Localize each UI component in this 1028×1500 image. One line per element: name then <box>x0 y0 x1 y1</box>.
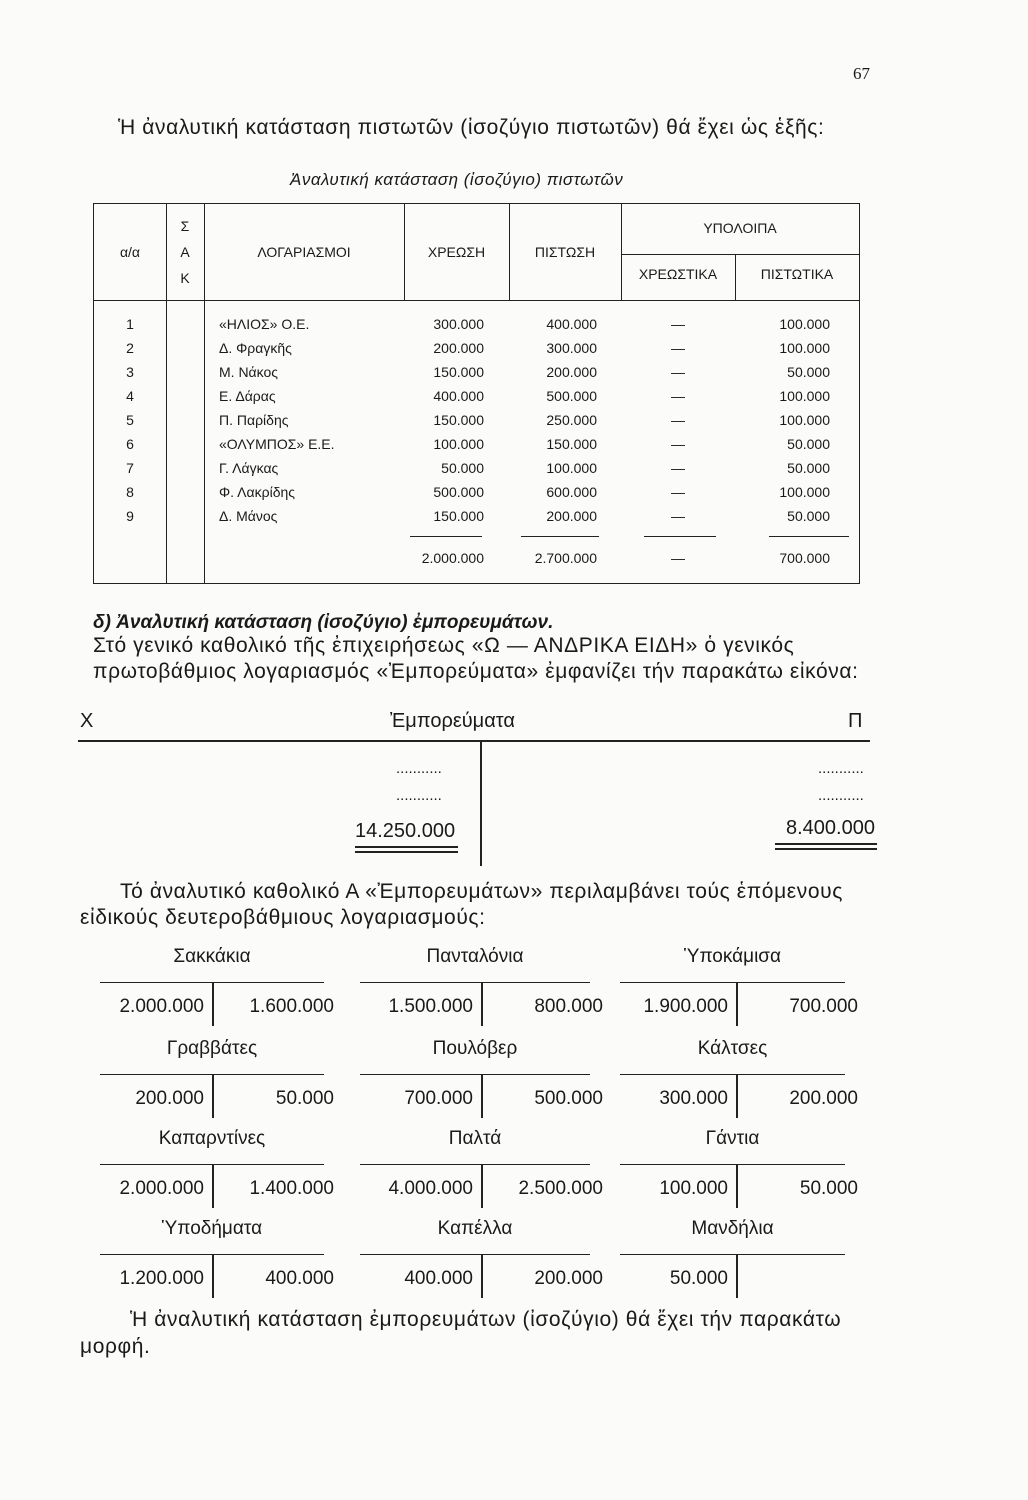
row-credit-balance: 50.000 <box>787 508 830 524</box>
row-debit: 200.000 <box>433 340 484 356</box>
row-number: 5 <box>126 412 134 428</box>
section-heading: δ) Ἀναλυτική κατάσταση (ἰσοζύγιο) ἐμπορευμάτων. <box>93 612 554 633</box>
account-debit: 4.000.000 <box>388 1178 473 1199</box>
account-divider <box>736 1164 738 1208</box>
account-divider <box>481 982 483 1026</box>
row-debit: 400.000 <box>433 388 484 404</box>
row-credit: 500.000 <box>546 388 597 404</box>
account-name: Ὑποκάμισα <box>684 946 781 967</box>
account-rule <box>620 982 845 983</box>
ledger-title: Ἐμπορεύματα <box>390 710 515 732</box>
account-credit: 500.000 <box>534 1088 603 1109</box>
row-credit: 100.000 <box>546 460 597 476</box>
row-number: 6 <box>126 436 134 452</box>
account-debit: 300.000 <box>659 1088 728 1109</box>
account-rule <box>360 982 590 983</box>
account-credit: 200.000 <box>534 1268 603 1289</box>
account-credit: 800.000 <box>534 996 603 1017</box>
account-debit: 200.000 <box>135 1088 204 1109</box>
total-credit-balance: 700.000 <box>779 550 830 566</box>
account-debit: 2.000.000 <box>119 996 204 1017</box>
account-credit: 50.000 <box>275 1088 334 1109</box>
row-number: 8 <box>126 484 134 500</box>
row-debit-balance: — <box>671 340 685 356</box>
account-name: Κάλτσες <box>697 1038 768 1059</box>
header-credit: ΠΙΣΤΩΣΗ <box>534 244 596 260</box>
row-number: 7 <box>126 460 134 476</box>
ledger-debit-dots-1: ........... <box>396 760 442 777</box>
row-credit-balance: 50.000 <box>787 364 830 380</box>
ledger-credit-total: 8.400.000 <box>786 817 875 839</box>
account-credit: 2.500.000 <box>518 1178 603 1199</box>
account-credit: 400.000 <box>265 1268 334 1289</box>
total-debit-balance: — <box>671 550 685 566</box>
paragraph-3-line-1: Ἡ ἀναλυτική κατάσταση ἐμπορευμάτων (ἰσοζύγιο) θά ἔχει τήν παρακάτω <box>130 1308 842 1331</box>
row-credit-balance: 50.000 <box>787 436 830 452</box>
page-number: 67 <box>853 64 870 83</box>
account-rule <box>360 1164 590 1165</box>
row-credit-balance: 100.000 <box>779 316 830 332</box>
account-name: Γραββάτες <box>166 1038 258 1059</box>
account-name: Γάντια <box>705 1128 760 1149</box>
row-number: 9 <box>126 508 134 524</box>
account-divider <box>481 1074 483 1118</box>
row-account: Φ. Λακρίδης <box>219 484 296 500</box>
row-credit-balance: 100.000 <box>779 388 830 404</box>
row-credit: 600.000 <box>546 484 597 500</box>
account-name: Παλτά <box>448 1128 502 1149</box>
row-account: «ΟΛΥΜΠΟΣ» Ε.Ε. <box>219 436 335 452</box>
header-accounts: ΛΟΓΑΡΙΑΣΜΟΙ <box>257 244 351 260</box>
ledger-debit-total: 14.250.000 <box>355 820 456 842</box>
row-number: 2 <box>126 340 134 356</box>
row-account: Ε. Δάρας <box>219 388 276 404</box>
account-name: Πανταλόνια <box>426 946 524 967</box>
account-credit: 50.000 <box>799 1178 858 1199</box>
ledger-left-label: Χ <box>80 710 94 732</box>
intro-text: Ἡ ἀναλυτική κατάσταση πιστωτῶν (ἰσοζύγιο πιστωτῶν) θά ἔχει ὡς ἑξῆς: <box>118 116 825 139</box>
header-aa: α/α <box>119 244 141 260</box>
row-debit-balance: — <box>671 460 685 476</box>
header-sak-1: Σ <box>180 218 190 234</box>
account-name: Πουλόβερ <box>432 1038 518 1059</box>
row-credit: 200.000 <box>546 508 597 524</box>
ledger-credit-dots-1: ........... <box>818 760 864 777</box>
row-debit-balance: — <box>671 412 685 428</box>
row-number: 1 <box>126 316 134 332</box>
account-rule <box>360 1254 590 1255</box>
ledger-divider <box>480 741 482 866</box>
table-title: Ἀναλυτική κατάσταση (ἰσοζύγιο) πιστωτῶν <box>290 170 624 189</box>
creditors-table <box>93 203 860 584</box>
paragraph-2-line-2: εἰδικούς δευτεροβάθμιους λογαριασμούς: <box>80 906 486 929</box>
row-debit: 500.000 <box>433 484 484 500</box>
account-debit: 2.000.000 <box>119 1178 204 1199</box>
header-credit-balance: ΠΙΣΤΩΤΙΚΑ <box>760 266 834 282</box>
row-credit: 250.000 <box>546 412 597 428</box>
header-sak-3: Κ <box>180 270 190 286</box>
account-name: Μανδήλια <box>691 1218 774 1239</box>
account-credit: 1.600.000 <box>249 996 334 1017</box>
row-debit-balance: — <box>671 484 685 500</box>
ledger-debit-dots-2: ........... <box>396 787 442 804</box>
row-number: 4 <box>126 388 134 404</box>
header-debit-balance: ΧΡΕΩΣΤΙΚΑ <box>638 266 718 282</box>
total-credit: 2.700.000 <box>534 550 597 566</box>
header-sak-2: Α <box>180 244 190 260</box>
account-divider <box>736 982 738 1026</box>
row-credit-balance: 50.000 <box>787 460 830 476</box>
account-debit: 1.900.000 <box>643 996 728 1017</box>
account-name: Καπαρντίνες <box>158 1128 266 1149</box>
header-debit: ΧΡΕΩΣΗ <box>427 244 486 260</box>
row-credit: 300.000 <box>546 340 597 356</box>
account-name: Καπέλλα <box>437 1218 513 1239</box>
row-debit-balance: — <box>671 508 685 524</box>
account-debit: 400.000 <box>404 1268 473 1289</box>
row-account: «ΗΛΙΟΣ» Ο.Ε. <box>219 316 310 332</box>
account-credit: 200.000 <box>789 1088 858 1109</box>
row-debit: 150.000 <box>433 412 484 428</box>
paragraph-2-line-1: Τό ἀναλυτικό καθολικό Α «Ἐμπορευμάτων» περιλαμβάνει τούς ἑπόμενους <box>120 880 843 903</box>
account-rule <box>620 1164 845 1165</box>
row-debit: 150.000 <box>433 364 484 380</box>
row-credit-balance: 100.000 <box>779 412 830 428</box>
row-credit: 200.000 <box>546 364 597 380</box>
account-credit: 1.400.000 <box>249 1178 334 1199</box>
account-divider <box>481 1254 483 1298</box>
row-debit-balance: — <box>671 364 685 380</box>
account-rule <box>620 1254 845 1255</box>
paragraph-1-line-2: πρωτοβάθμιος λογαριασμός «Ἐμπορεύματα» ἐμφανίζει τήν παρακάτω εἰκόνα: <box>93 660 859 683</box>
account-rule <box>620 1074 845 1075</box>
header-balances: ΥΠΟΛΟΙΠΑ <box>703 220 777 236</box>
row-credit-balance: 100.000 <box>779 340 830 356</box>
row-credit-balance: 100.000 <box>779 484 830 500</box>
row-credit: 400.000 <box>546 316 597 332</box>
paragraph-3-line-2: μορφή. <box>80 1335 151 1358</box>
account-divider <box>736 1074 738 1118</box>
account-divider <box>736 1254 738 1298</box>
account-credit: 700.000 <box>789 996 858 1017</box>
row-debit-balance: — <box>671 388 685 404</box>
row-account: Π. Παρίδης <box>219 412 289 428</box>
row-debit: 100.000 <box>433 436 484 452</box>
account-debit: 1.200.000 <box>119 1268 204 1289</box>
row-number: 3 <box>126 364 134 380</box>
row-debit: 300.000 <box>433 316 484 332</box>
row-debit: 150.000 <box>433 508 484 524</box>
account-debit: 50.000 <box>669 1268 728 1289</box>
account-rule <box>360 1074 590 1075</box>
row-credit: 150.000 <box>546 436 597 452</box>
row-account: Μ. Νάκος <box>219 364 279 380</box>
row-account: Δ. Φραγκῆς <box>219 340 292 356</box>
row-debit-balance: — <box>671 316 685 332</box>
paragraph-1-line-1: Στό γενικό καθολικό τῆς ἐπιχειρήσεως «Ω — ΑΝΔΡΙΚΑ ΕΙΔΗ» ὁ γενικός <box>93 634 795 657</box>
account-divider <box>481 1164 483 1208</box>
account-divider <box>212 1074 214 1118</box>
row-account: Δ. Μάνος <box>219 508 278 524</box>
account-divider <box>212 982 214 1026</box>
account-name: Σακκάκια <box>173 946 251 967</box>
account-divider <box>212 1254 214 1298</box>
ledger-right-label: Π <box>848 710 863 732</box>
account-debit: 700.000 <box>404 1088 473 1109</box>
row-debit-balance: — <box>671 436 685 452</box>
total-debit: 2.000.000 <box>421 550 484 566</box>
row-debit: 50.000 <box>441 460 484 476</box>
account-debit: 100.000 <box>659 1178 728 1199</box>
account-name: Ὑποδήματα <box>161 1218 263 1239</box>
ledger-top-rule <box>78 740 870 742</box>
row-account: Γ. Λάγκας <box>219 460 279 476</box>
account-debit: 1.500.000 <box>388 996 473 1017</box>
ledger-credit-dots-2: ........... <box>818 787 864 804</box>
account-divider <box>212 1164 214 1208</box>
